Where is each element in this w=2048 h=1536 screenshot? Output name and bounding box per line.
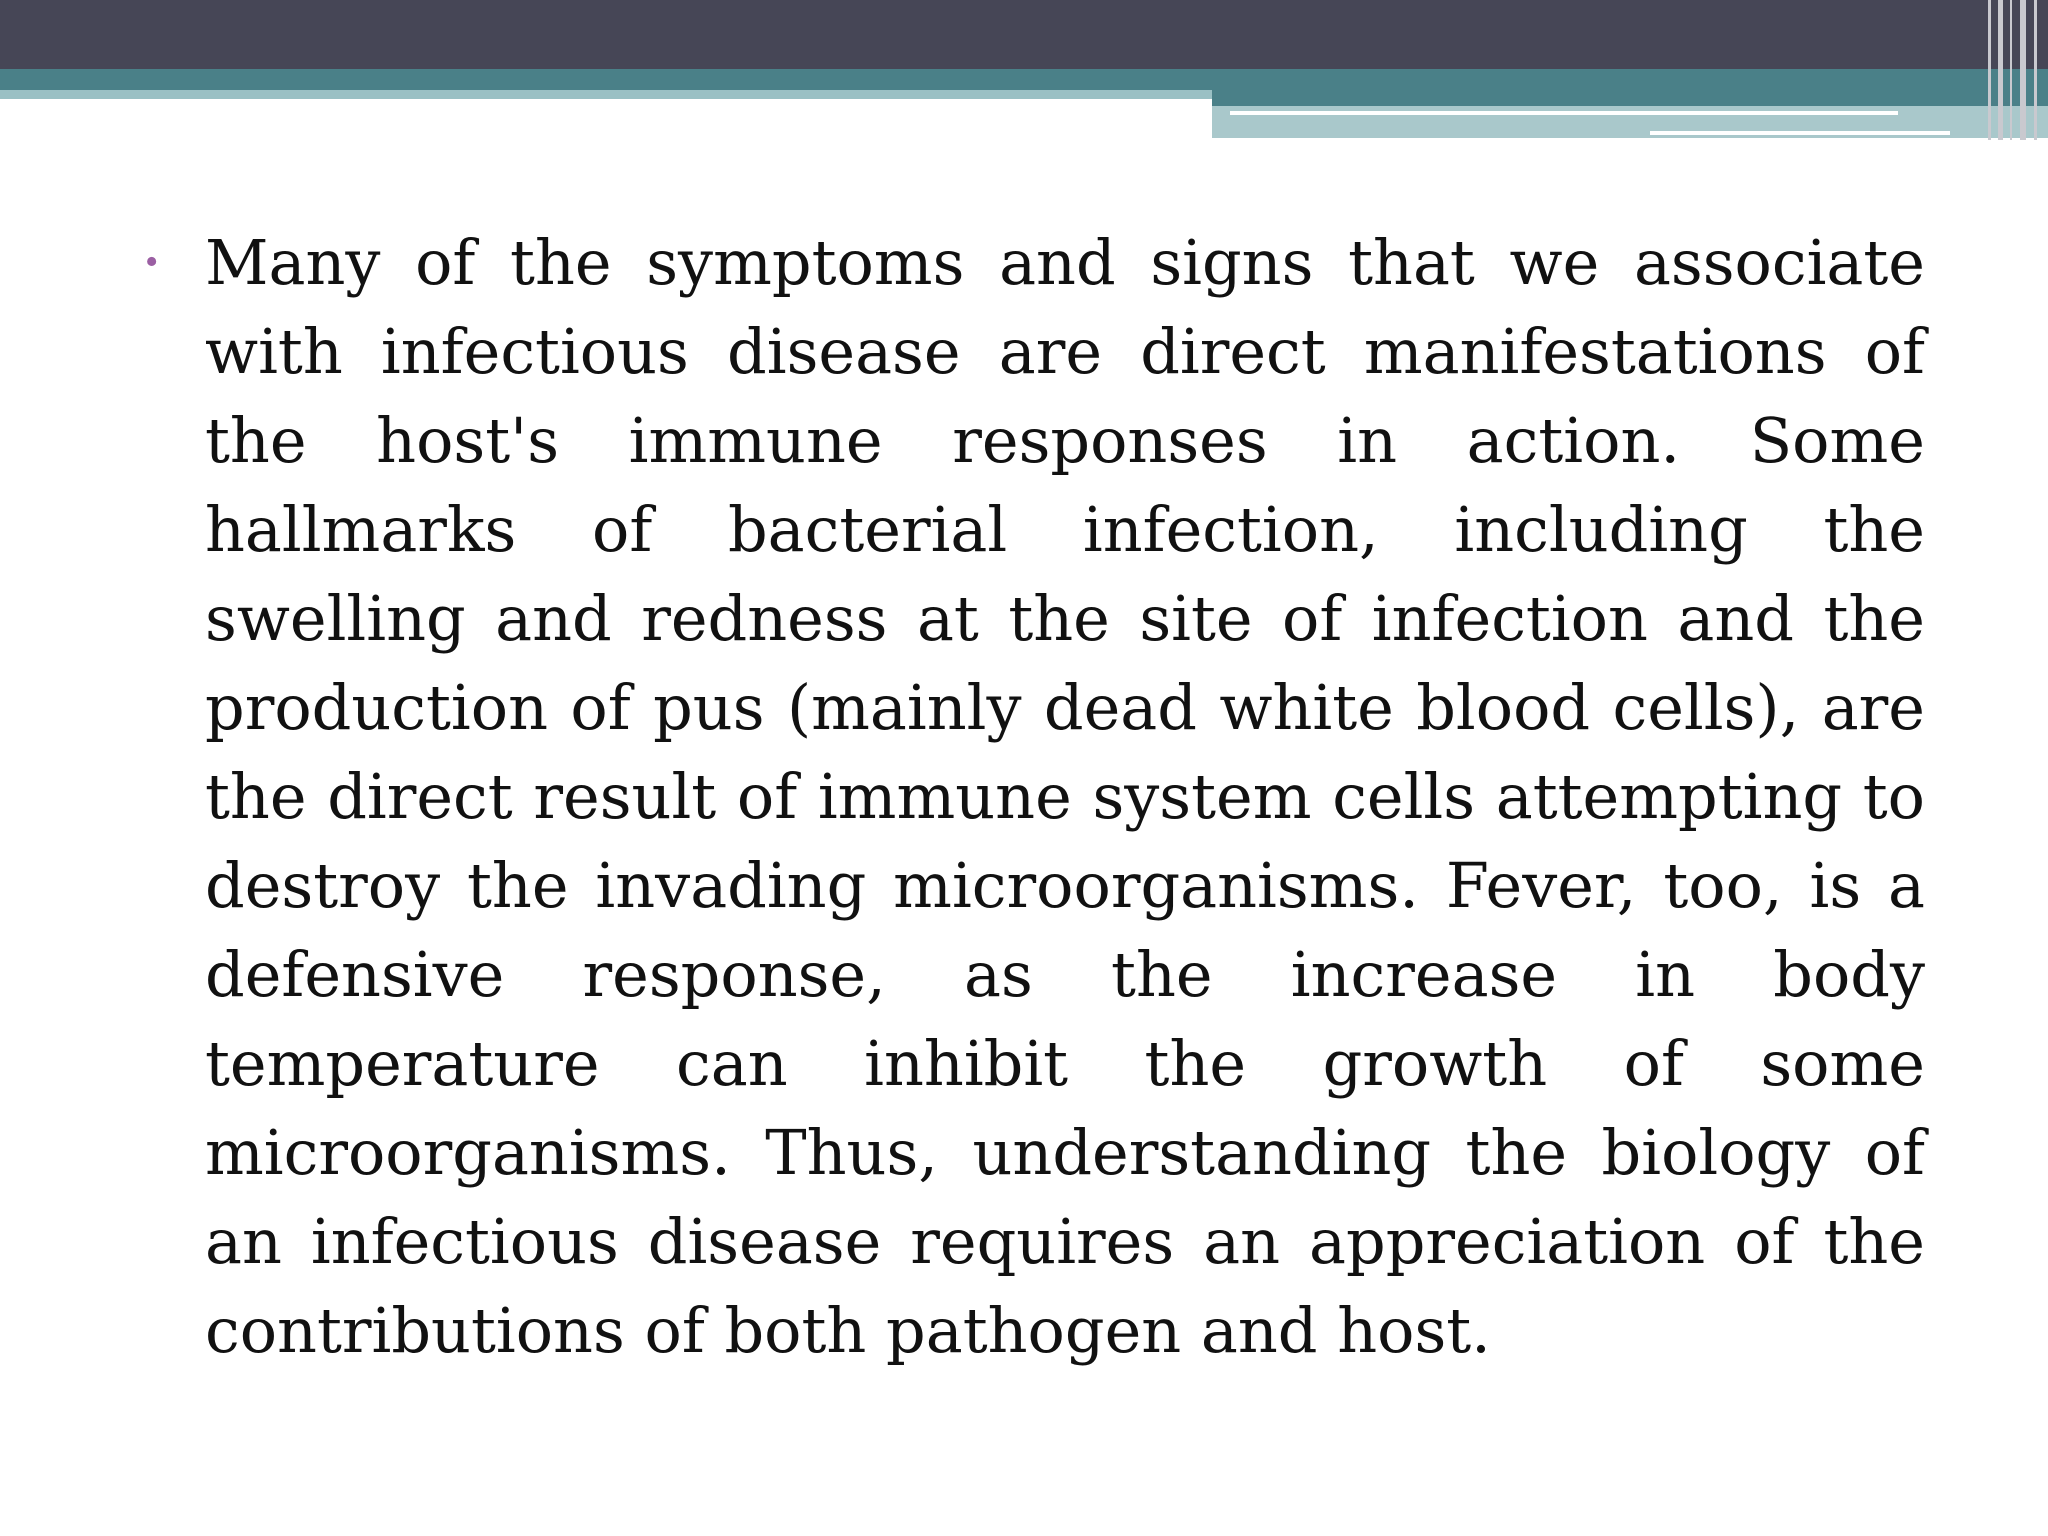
header-accent-line [1650, 131, 1950, 135]
header-accent-line [1230, 111, 1898, 115]
bullet-text: Many of the symptoms and signs that we associate with infectious disease are direct manifestations of the host's immune responses in action. Some hallmarks of bacterial infection, including the swelling and redness at the site of infection and the production of pus (mainly dead white blood cells), are the direct result of immune system cells attempting to destroy the invading microorganisms. Fever, too, is a defensive response, as the increase in body temperature can inhibit the growth of some microorganisms. Thus, understanding the biology of an infectious disease requires an appreciation of the contributions of both pathogen and host. [205, 226, 1925, 1367]
header-band-teal [0, 69, 2048, 90]
header-band-dark [0, 0, 2048, 69]
header-right-stripes [1984, 0, 2048, 140]
header-band-teal-right [1212, 90, 2048, 106]
bullet-dot-icon: • [145, 241, 159, 283]
slide-content [145, 218, 1925, 1375]
header-band-light-left [0, 90, 1212, 99]
bullet-item [145, 218, 1925, 1375]
